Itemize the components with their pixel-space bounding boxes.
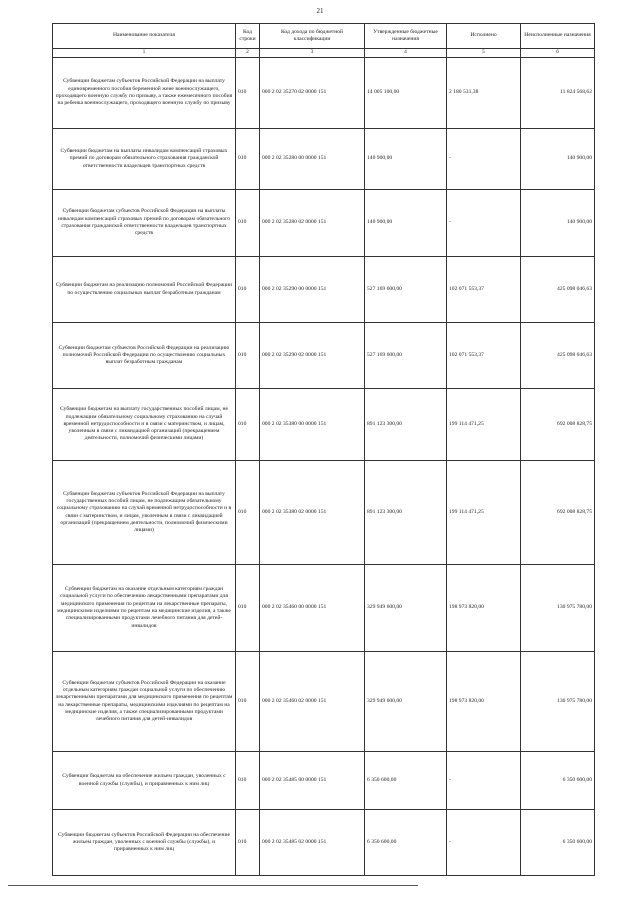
remaining-amount: 6 350 600,00 <box>521 752 595 810</box>
remaining-amount: 692 008 828,75 <box>521 461 595 565</box>
remaining-amount: 140 900,00 <box>521 190 595 257</box>
remaining-amount: 425 098 046,63 <box>521 323 595 389</box>
line-code: 010 <box>236 565 260 652</box>
table-row <box>53 461 595 565</box>
table-row <box>53 752 595 810</box>
indicator-name: Субвенции бюджетам субъектов Российской Федерации на оказание отдельным категориям граждан социальной услуги по обеспечению лекарственными препаратами для медицинского применения по рецептам на лекарственные препараты, медицинскими изделиями по рецептам на медицинские изделия, а также специализированными продуктами лечебного питания для детей-инвалидов <box>53 652 236 752</box>
page-number: 21 <box>316 7 324 15</box>
income-code: 000 2 02 35485 02 0000 151 <box>260 810 365 876</box>
indicator-name: Субвенции бюджетам субъектов Российской Федерации на обеспечение жильем граждан, уволенных с военной службы (службы), и приравненных к ним лиц <box>53 810 236 876</box>
line-code: 010 <box>236 389 260 461</box>
indicator-name: Субвенции бюджетам субъектов Российской Федерации на выплату государственных пособий лицам, не подлежащим обязательному социальному страхованию на случай временной нетрудоспособности и в связи с материнством, и лицам, уволенным в связи с ликвидацией организаций (прекращением деятельности, полномочий физическими лицами) <box>53 461 236 565</box>
remaining-amount: 11 824 568,62 <box>521 58 595 129</box>
column-number-row <box>53 49 595 58</box>
executed-amount: 198 973 820,00 <box>447 652 521 752</box>
table-row <box>53 129 595 190</box>
table-row <box>53 190 595 257</box>
indicator-name: Субвенции бюджетам субъектов Российской Федерации на выплату единовременного пособия беременной жене военнослужащего, проходящего военную службу по призыву, а также ежемесячного пособия на ребенка военнослужащего, проходящего военную службу по призыву <box>53 58 236 129</box>
header-row <box>53 24 595 49</box>
table-row <box>53 810 595 876</box>
line-code: 010 <box>236 58 260 129</box>
remaining-amount: 692 008 828,75 <box>521 389 595 461</box>
approved-amount: 329 949 600,00 <box>365 565 447 652</box>
column-header-remaining: Неисполненные назначения <box>521 24 595 49</box>
table-row <box>53 257 595 323</box>
table-row <box>53 389 595 461</box>
income-code: 000 2 02 35460 00 0000 151 <box>260 565 365 652</box>
executed-amount: 199 114 471,25 <box>447 461 521 565</box>
column-number: 4 <box>365 49 447 58</box>
line-code: 010 <box>236 190 260 257</box>
indicator-name: Субвенции бюджетам на выплаты инвалидам компенсаций страховых премий по договорам обязательного страхования гражданской ответственности владельцев транспортных средств <box>53 129 236 190</box>
column-header-name: Наименование показателя <box>53 24 236 49</box>
remaining-amount: 130 975 780,00 <box>521 565 595 652</box>
executed-amount: 198 973 820,00 <box>447 565 521 652</box>
line-code: 010 <box>236 652 260 752</box>
approved-amount: 14 005 100,00 <box>365 58 447 129</box>
line-code: 010 <box>236 752 260 810</box>
column-header-income-code: Код дохода по бюджетной классификации <box>260 24 365 49</box>
table-row <box>53 565 595 652</box>
line-code: 010 <box>236 257 260 323</box>
executed-amount: - <box>447 190 521 257</box>
executed-amount: - <box>447 752 521 810</box>
approved-amount: 329 949 600,00 <box>365 652 447 752</box>
budget-execution-table <box>52 23 595 876</box>
income-code: 000 2 02 35290 02 0000 151 <box>260 323 365 389</box>
approved-amount: 6 350 600,00 <box>365 810 447 876</box>
executed-amount: 102 071 553,37 <box>447 323 521 389</box>
column-number: 5 <box>447 49 521 58</box>
income-code: 000 2 02 35290 00 0000 151 <box>260 257 365 323</box>
column-header-line-code: Код строки <box>236 24 260 49</box>
column-number: 1 <box>53 49 236 58</box>
column-header-approved: Утвержденные бюджетные назначения <box>365 24 447 49</box>
approved-amount: 527 169 600,00 <box>365 257 447 323</box>
footer-divider <box>8 885 418 886</box>
approved-amount: 140 900,00 <box>365 190 447 257</box>
income-code: 000 2 02 35485 00 0000 151 <box>260 752 365 810</box>
line-code: 010 <box>236 129 260 190</box>
approved-amount: 6 350 600,00 <box>365 752 447 810</box>
approved-amount: 891 123 300,00 <box>365 461 447 565</box>
table-row <box>53 323 595 389</box>
column-header-executed: Исполнено <box>447 24 521 49</box>
indicator-name: Субвенции бюджетам на выплату государственных пособий лицам, не подлежащим обязательному социальному страхованию на случай временной нетрудоспособности и в связи с материнством, и лицам, уволенным в связи с ликвидацией организаций (прекращением деятельности, полномочий физическими лицами) <box>53 389 236 461</box>
table-row <box>53 58 595 129</box>
indicator-name: Субвенции бюджетам субъектов Российской Федерации на реализацию полномочий Российской Федерации по осуществлению социальных выплат безработным гражданам <box>53 323 236 389</box>
income-code: 000 2 02 35460 02 0000 151 <box>260 652 365 752</box>
line-code: 010 <box>236 810 260 876</box>
remaining-amount: 6 350 600,00 <box>521 810 595 876</box>
table-row <box>53 652 595 752</box>
approved-amount: 527 169 600,00 <box>365 323 447 389</box>
approved-amount: 891 123 300,00 <box>365 389 447 461</box>
indicator-name: Субвенции бюджетам на обеспечение жильем граждан, уволенных с военной службы (службы), и приравненных к ним лиц <box>53 752 236 810</box>
income-code: 000 2 02 35380 02 0000 151 <box>260 461 365 565</box>
executed-amount: - <box>447 810 521 876</box>
income-code: 000 2 02 35270 02 0000 151 <box>260 58 365 129</box>
indicator-name: Субвенции бюджетам субъектов Российской Федерации на выплаты инвалидам компенсаций страховых премий по договорам обязательного страхования гражданской ответственности владельцев транспортных средств <box>53 190 236 257</box>
column-number: 3 <box>260 49 365 58</box>
line-code: 010 <box>236 461 260 565</box>
approved-amount: 140 900,00 <box>365 129 447 190</box>
income-code: 000 2 02 35280 00 0000 151 <box>260 129 365 190</box>
line-code: 010 <box>236 323 260 389</box>
column-number: 2 <box>236 49 260 58</box>
executed-amount: 102 071 553,37 <box>447 257 521 323</box>
remaining-amount: 425 098 046,63 <box>521 257 595 323</box>
executed-amount: 199 114 471,25 <box>447 389 521 461</box>
indicator-name: Субвенции бюджетам на оказание отдельным категориям граждан социальной услуги по обеспечению лекарственными препаратами для медицинского применения по рецептам на лекарственные препараты, медицинскими изделиями по рецептам на медицинские изделия, а также специализированными продуктами лечебного питания для детей-инвалидов <box>53 565 236 652</box>
remaining-amount: 140 900,00 <box>521 129 595 190</box>
income-code: 000 2 02 35380 00 0000 151 <box>260 389 365 461</box>
remaining-amount: 130 975 780,00 <box>521 652 595 752</box>
executed-amount: 2 180 531,38 <box>447 58 521 129</box>
column-number: 6 <box>521 49 595 58</box>
income-code: 000 2 02 35280 02 0000 151 <box>260 190 365 257</box>
indicator-name: Субвенции бюджетам на реализацию полномочий Российской Федерации по осуществлению социальных выплат безработным гражданам <box>53 257 236 323</box>
executed-amount: - <box>447 129 521 190</box>
